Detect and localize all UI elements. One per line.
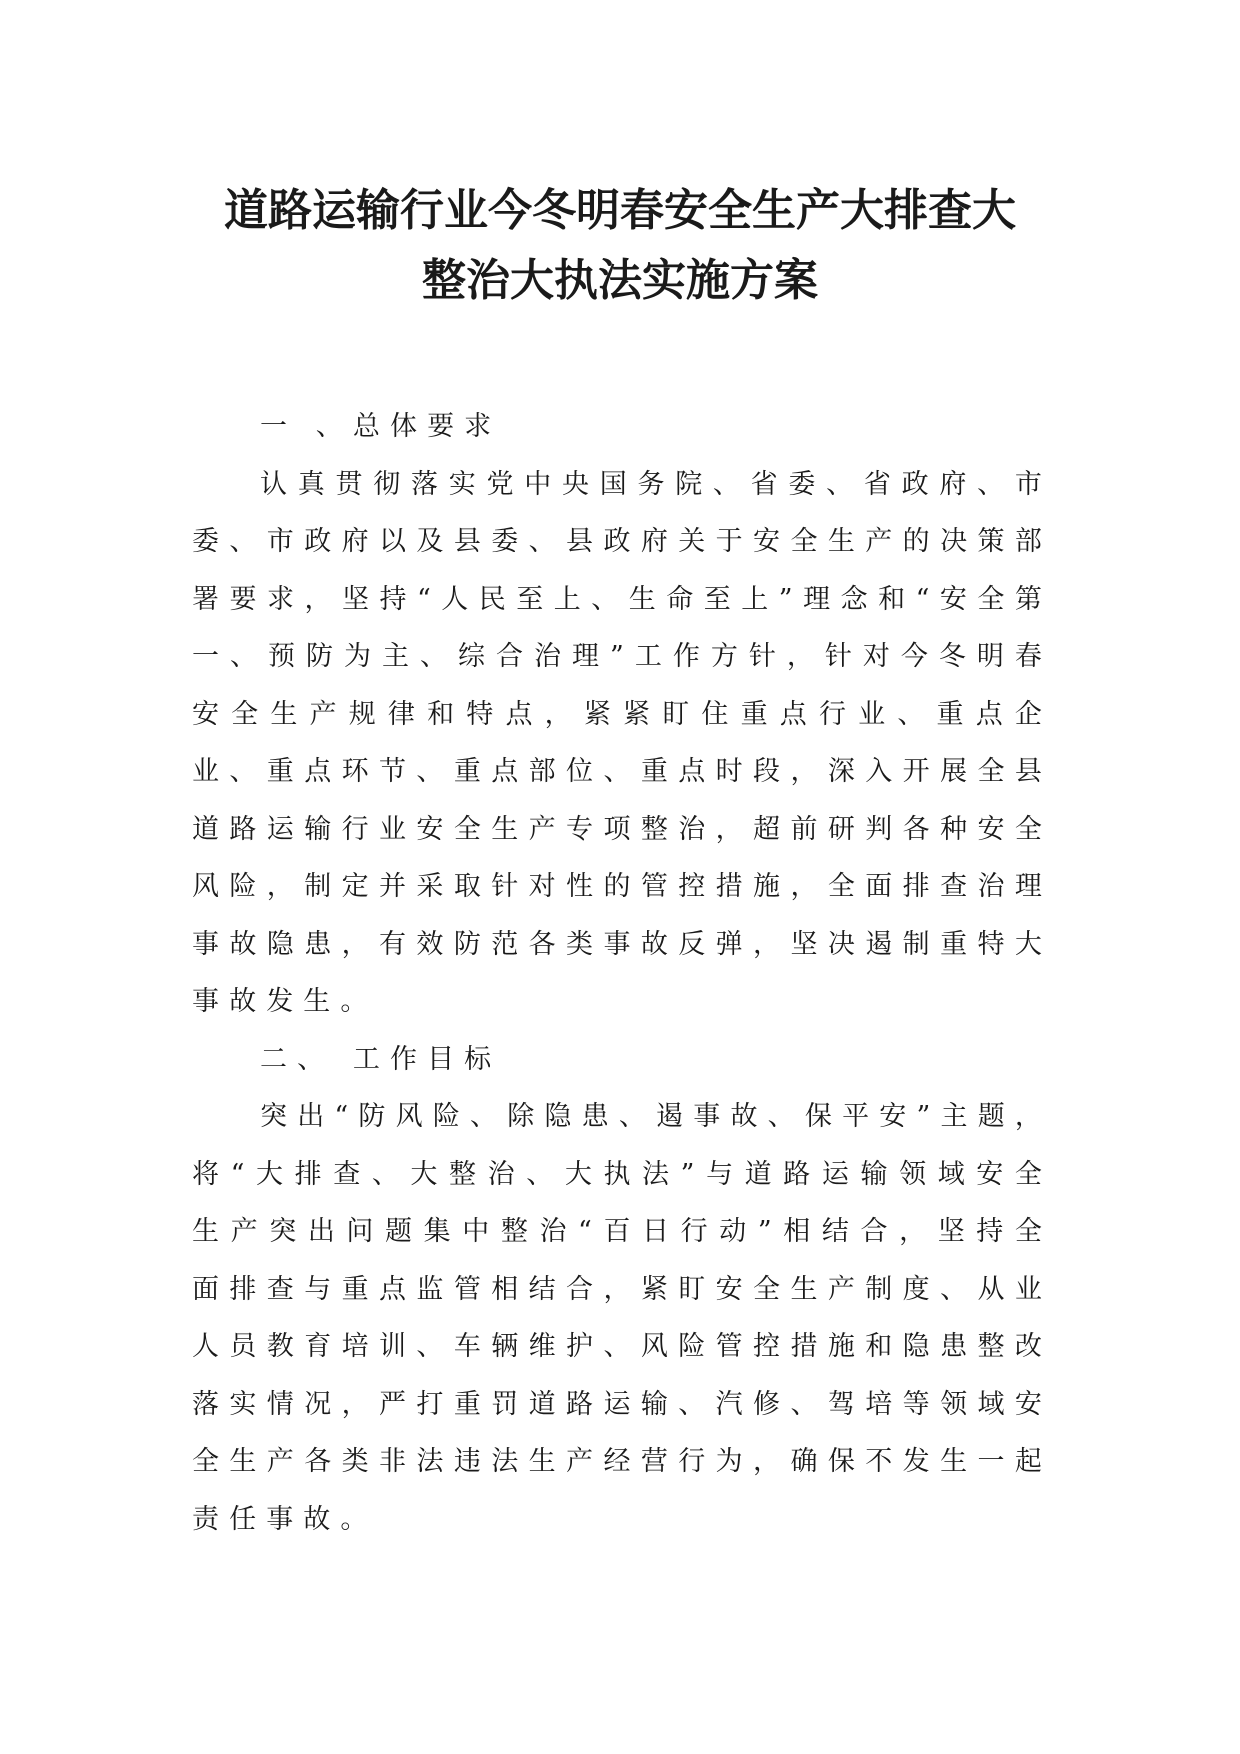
document-title-line-2: 整治大执法实施方案 bbox=[422, 255, 818, 306]
section-heading-work-goals: 二、 工作目标 bbox=[260, 1043, 502, 1075]
section-paragraph-overall-requirements: 认真贯彻落实党中央国务院、省委、省政府、市委、市政府以及县委、县政府关于安全生产的决策部署要求，坚持“人民至上、生命至上”理念和“安全第一、预防为主、综合治理”工作方针，针对今冬明春安全生产规律和特点，紧紧盯住重点行业、重点企业、重点环节、重点部位、重点时段，深入开展全县道路运输行业安全生产专项整治，超前研判各种安全风险，制定并采取针对性的管控措施，全面排查治理事故隐患，有效防范各类事故反弹，坚决遏制重特大事故发生。 bbox=[192, 468, 1052, 1017]
document-title bbox=[0, 176, 1240, 316]
section-heading-overall-requirements: 一 、总体要求 bbox=[260, 411, 502, 442]
document-title-line-1: 道路运输行业今冬明春安全生产大排查大 bbox=[224, 185, 1016, 236]
document-body bbox=[192, 398, 1052, 1548]
section-paragraph-work-goals: 突出“防风险、除隐患、遏事故、保平安”主题，将“大排查、大整治、大执法”与道路运输领域安全生产突出问题集中整治“百日行动”相结合，坚持全面排查与重点监管相结合，紧盯安全生产制度、从业人员教育培训、车辆维护、风险管控措施和隐患整改落实情况，严打重罚道路运输、汽修、驾培等领域安全生产各类非法违法生产经营行为，确保不发生一起责任事故。 bbox=[192, 1101, 1052, 1535]
